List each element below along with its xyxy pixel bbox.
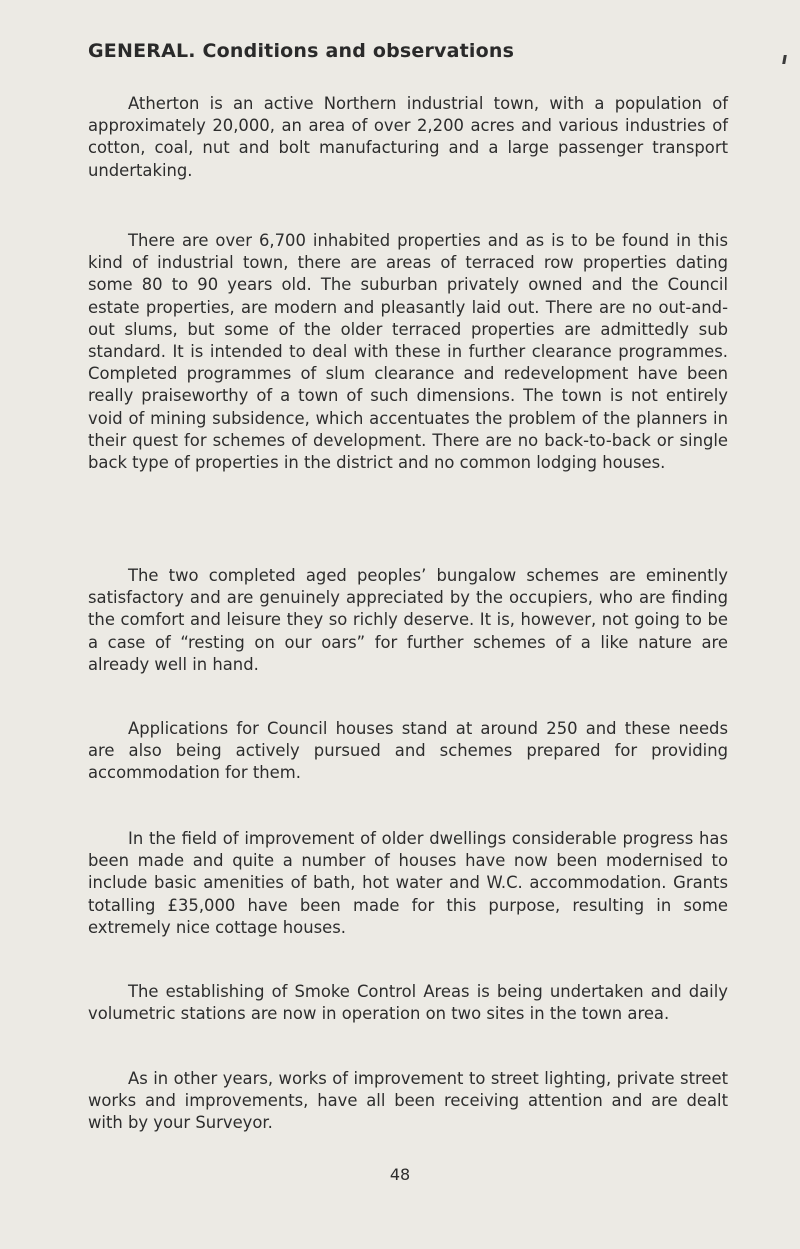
paragraph-improvement-grants: In the field of improvement of older dwellings considerable progress has been made and quite a number of houses have now been modernised to include basic amenities of bath, hot water and W.C. accommodation. Grants totalling £35,000 have been made for this purpose, resulting in some extremely nice cottage houses. [88, 829, 728, 937]
section-heading: GENERAL. Conditions and observations [88, 40, 515, 62]
paragraph-council-house-applications: Applications for Council houses stand at around 250 and these needs are also being actively pursued and schemes prepared for providing accommodation for them. [88, 719, 728, 783]
page-number: 48 [389, 1165, 411, 1184]
paragraph-smoke-control: The establishing of Smoke Control Areas is being undertaken and daily volumetric stations are now in operation on two sites in the town area. [88, 982, 728, 1024]
paragraph-town-overview: Atherton is an active Northern industrial town, with a population of approximately 20,000, an area of over 2,200 acres and various industries of cotton, coal, nut and bolt manufacturing and a large passenger transport undertaking. [88, 94, 728, 180]
paragraph-housing-properties: There are over 6,700 inhabited properties and as is to be found in this kind of industrial town, there are areas of terraced row properties dating some 80 to 90 years old. The suburban privately owned and the Council estate properties, are modern and pleasantly laid out. There are no out-and-out slums, but some of the older terraced properties are admittedly sub standard. It is intended to deal with these in further clearance programmes. Completed programmes of slum clearance and redevelopment have been really praiseworthy of a town of such dimensions. The town is not entirely void of mining subsidence, which accentuates the problem of the planners in their quest for schemes of development. There are no back-to-back or single back type of properties in the district and no common lodging houses. [88, 231, 728, 473]
paragraph-aged-peoples-bungalows: The two completed aged peoples’ bungalow schemes are eminently satisfactory and are genuinely appreciated by the occupiers, who are finding the comfort and leisure they so richly deserve. It is, however, not going to be a case of “resting on our oars” for further schemes of a like nature are already well in hand. [88, 566, 728, 674]
margin-mark [782, 55, 787, 64]
paragraph-street-works: As in other years, works of improvement to street lighting, private street works and improvements, have all been receiving attention and are dealt with by your Surveyor. [88, 1069, 728, 1133]
